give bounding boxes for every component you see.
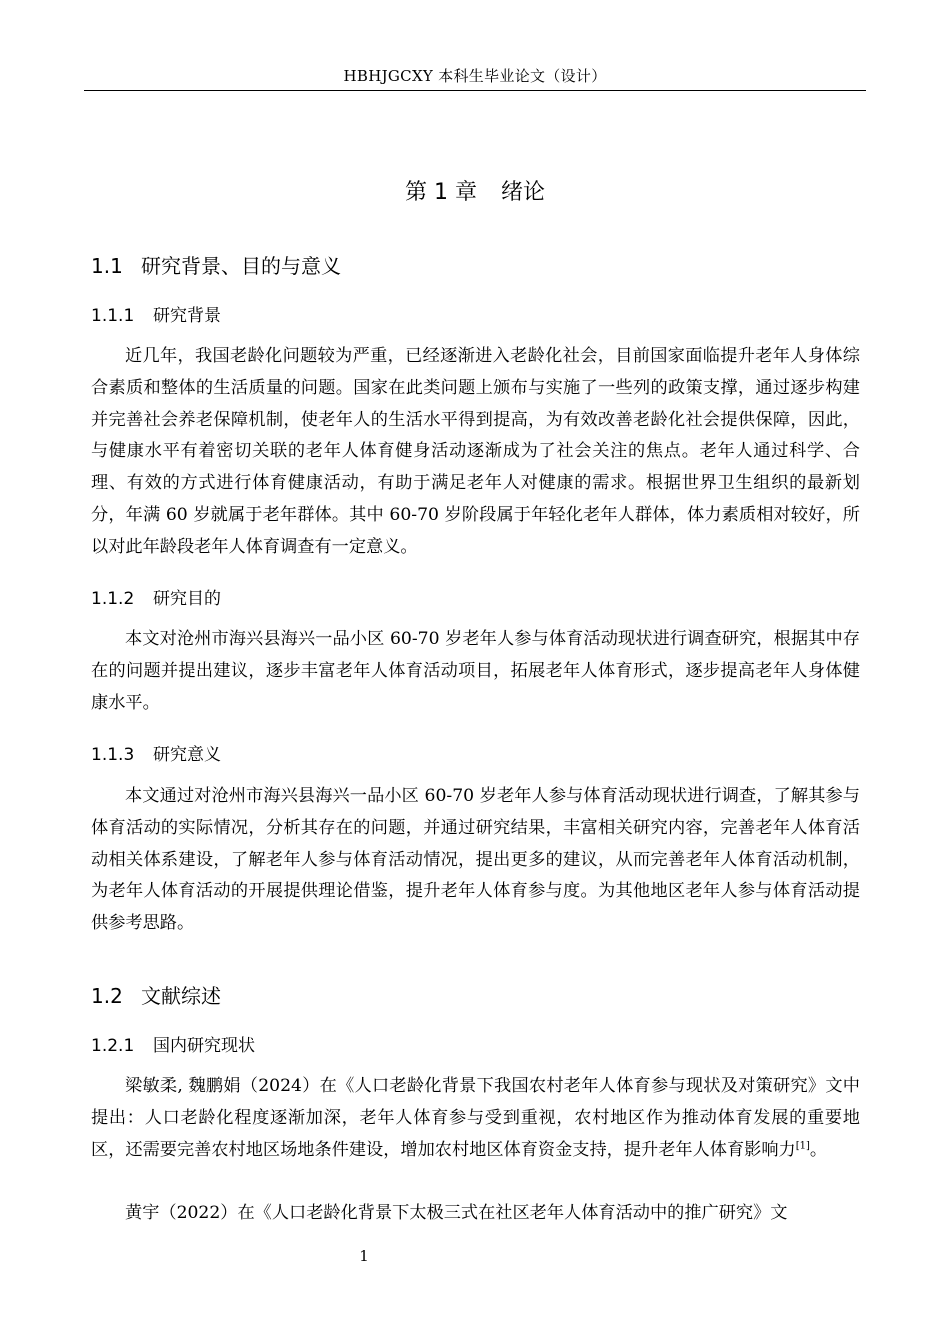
subsection-heading-1-2-1 (91, 1033, 255, 1059)
paragraph-research-significance: 本文通过对沧州市海兴县海兴一品小区 60-70 岁老年人参与体育活动现状进行调查，了解其参与体育活动的实际情况，分析其存在的问题，并通过研究结果，丰富相关研究内容，完善老年人体育活动相关体系建设，了解老年人参与体育活动情况，提出更多的建议，从而完善老年人体育活动机制，为老年人体育活动的开展提供理论借鉴，提升老年人体育参与度。为其他地区老年人参与体育活动提供参考思路。 (91, 786, 860, 934)
citation-reference[interactable]: [1] (795, 1139, 810, 1151)
header-divider (84, 90, 866, 91)
subsection-number: 1.1.2 (91, 589, 135, 609)
subsection-title: 研究意义 (153, 745, 221, 765)
section-number: 1.2 (91, 984, 123, 1008)
paragraph-end: 。 (809, 1139, 828, 1160)
paragraph-domestic-research-1 (91, 1071, 860, 1166)
paragraph-domestic-research-2: 黄宇（2022）在《人口老龄化背景下太极三式在社区老年人体育活动中的推广研究》文 (125, 1203, 788, 1223)
section-heading-1-2 (91, 982, 221, 1010)
subsection-heading-1-1-1 (91, 303, 221, 329)
subsection-title: 国内研究现状 (153, 1036, 255, 1056)
page-number: 1 (359, 1247, 369, 1265)
subsection-number: 1.1.1 (91, 306, 135, 326)
section-title: 研究背景、目的与意义 (141, 254, 341, 278)
paragraph-research-purpose: 本文对沧州市海兴县海兴一品小区 60-70 岁老年人参与体育活动现状进行调查研究，根据其中存在的问题并提出建议，逐步丰富老年人体育活动项目，拓展老年人体育形式，逐步提高老年人身体健康水平。 (91, 629, 860, 713)
subsection-heading-1-1-3 (91, 742, 221, 768)
paragraph-text: 梁敏柔, 魏鹏娟（2024）在《人口老龄化背景下我国农村老年人体育参与现状及对策研究》文中提出：人口老龄化程度逐渐加深，老年人体育参与受到重视，农村地区作为推动体育发展的重要地区，还需要完善农村地区场地条件建设，增加农村地区体育资金支持，提升老年人体育影响力 (91, 1076, 860, 1160)
chapter-number: 第 1 章 (405, 180, 477, 205)
section-heading-1-1 (91, 252, 341, 280)
paragraph-research-background: 近几年，我国老龄化问题较为严重，已经逐渐进入老龄化社会，目前国家面临提升老年人身体综合素质和整体的生活质量的问题。国家在此类问题上颁布与实施了一些列的政策支撑，通过逐步构建并完善社会养老保障机制，使老年人的生活水平得到提高，为有效改善老龄化社会提供保障，因此，与健康水平有着密切关联的老年人体育健身活动逐渐成为了社会关注的焦点。老年人通过科学、合理、有效的方式进行体育健康活动，有助于满足老年人对健康的需求。根据世界卫生组织的最新划分，年满 60 岁就属于老年群体。其中 60-70 岁阶段属于年轻化老年人群体，体力素质相对较好，所以对此年龄段老年人体育调查有一定意义。 (91, 346, 860, 557)
section-number: 1.1 (91, 254, 123, 278)
subsection-number: 1.1.3 (91, 745, 135, 765)
subsection-title: 研究背景 (153, 306, 221, 326)
section-title: 文献综述 (141, 984, 221, 1008)
subsection-number: 1.2.1 (91, 1036, 135, 1056)
running-header: HBHJGCXY 本科生毕业论文（设计） (343, 67, 607, 85)
chapter-title (84, 177, 866, 209)
subsection-title: 研究目的 (153, 589, 221, 609)
chapter-name: 绪论 (500, 180, 545, 205)
subsection-heading-1-1-2 (91, 586, 221, 612)
